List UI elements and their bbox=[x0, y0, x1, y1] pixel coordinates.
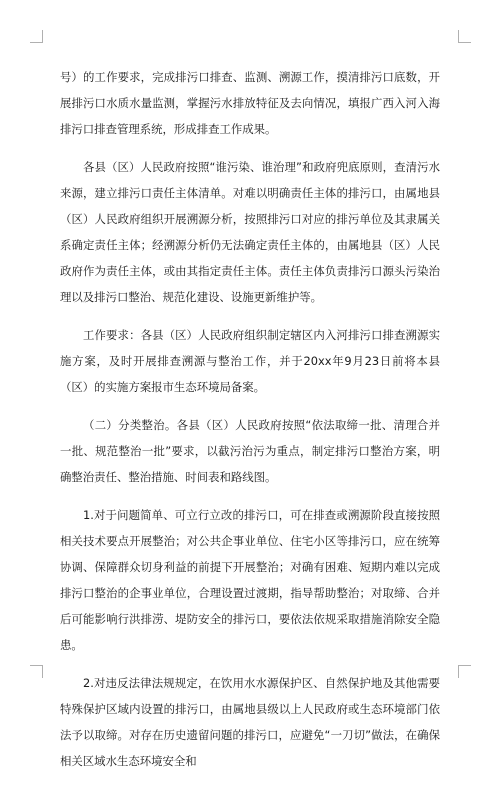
page-corner-mark-top-left bbox=[30, 30, 43, 43]
paragraph-item-2: 2.对违反法律法规规定，在饮用水水源保护区、自然保护地及其他需要特殊保护区域内设置的排污口，由属地县级以上人民政府或生态环境部门依法予以取缔。对存在历史遗留问题的排污口，应避免“一刀切”做法，在确保相关区域水生态环境安全和 bbox=[60, 676, 440, 768]
paragraph-responsibility: 各县（区）人民政府按照“谁污染、谁治理”和政府兜底原则，查清污水来源，建立排污口责任主体清单。对难以明确责任主体的排污口，由属地县（区）人民政府组织开展溯源分析，按照排污口对应的排污单位及其隶属关系确定责任主体；经溯源分析仍无法确定责任主体的，由属地县（区）人民政府作为责任主体，或由其指定责任主体。责任主体负责排污口源头污染治理以及排污口整治、规范化建设、设施更新维护等。 bbox=[60, 160, 440, 304]
paragraph-continuation: 号）的工作要求，完成排污口排查、监测、溯源工作，摸清排污口底数，开展排污口水质水量监测，掌握污水排放特征及去向情况，填报广西入河入海排污口排查管理系统，形成排查工作成果。 bbox=[60, 70, 440, 136]
page-corner-mark-top-right bbox=[458, 30, 471, 43]
document-body bbox=[60, 64, 440, 786]
paragraph-work-requirements: 工作要求：各县（区）人民政府组织制定辖区内入河排污口排查溯源实施方案，及时开展排查溯源与整治工作，并于20xx年9月23日前将本县（区）的实施方案报市生态环境局备案。 bbox=[60, 328, 440, 394]
page-corner-mark-bottom-right bbox=[458, 665, 471, 678]
paragraph-item-1: 1.对于问题简单、可立行立改的排污口，可在排查或溯源阶段直接按照相关技术要点开展整治；对公共企事业单位、住宅小区等排污口，应在统筹协调、保障群众切身利益的前提下开展整治；对确有困难、短期内难以完成排污口整治的企事业单位，合理设置过渡期，指导帮助整治；对取缔、合并后可能影响行洪排涝、堤防安全的排污口，要依法依规采取措施消除安全隐患。 bbox=[60, 508, 440, 652]
page-corner-mark-bottom-left bbox=[30, 665, 43, 678]
paragraph-classified-rectification: （二）分类整治。各县（区）人民政府按照“依法取缔一批、清理合并一批、规范整治一批”要求，以截污治污为重点，制定排污口整治方案，明确整治责任、整治措施、时间表和路线图。 bbox=[60, 418, 440, 484]
